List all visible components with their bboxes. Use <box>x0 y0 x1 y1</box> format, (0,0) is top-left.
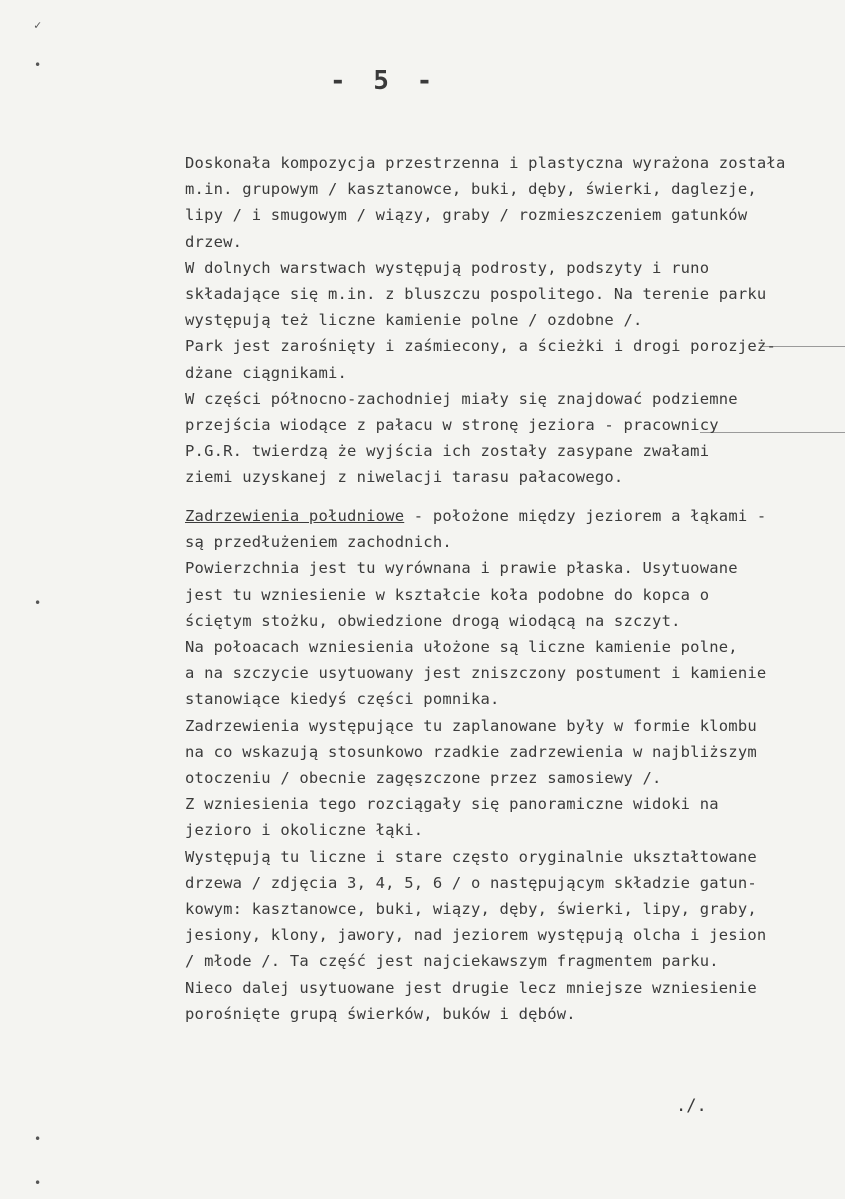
margin-dot-mark: • <box>34 1176 42 1190</box>
text-line: Doskonała kompozycja przestrzenna i plastyczna wyrażona została <box>185 154 786 172</box>
paragraph-section-2 <box>185 503 845 1027</box>
margin-dot-mark: • <box>34 58 42 72</box>
text-line: W części północno-zachodniej miały się znajdować podziemne <box>185 389 738 408</box>
text-line: drzew. <box>185 232 243 251</box>
text-line: lipy / i smugowym / wiązy, graby / rozmieszczeniem gatunków <box>185 206 748 225</box>
text-line: ziemi uzyskanej z niwelacji tarasu pałacowego. <box>185 468 624 487</box>
section-heading-line <box>185 503 845 529</box>
text-line: składające się m.in. z bluszczu pospolitego. Na terenie parku <box>185 285 767 304</box>
text-line: Na połoacach wzniesienia ułożone są liczne kamienie polne, <box>185 638 738 657</box>
text-line: W dolnych warstwach występują podrosty, podszyty i runo <box>185 258 710 277</box>
text-line: jezioro i okoliczne łąki. <box>185 821 424 840</box>
page-number: - 5 - <box>330 66 439 96</box>
section-title-rest: - położone między jeziorem a łąkami - <box>404 507 767 525</box>
text-line: Park jest zarośnięty i zaśmiecony, a ścieżki i drogi porozjeż- <box>185 337 776 356</box>
text-line: P.G.R. twierdzą że wyjścia ich zostały zasypane zwałami <box>185 442 710 461</box>
text-line: Nieco dalej usytuowane jest drugie lecz mniejsze wzniesienie <box>185 978 757 997</box>
text-line: ściętym stożku, obwiedzione drogą wiodącą na szczyt. <box>185 611 681 630</box>
text-line: Z wzniesienia tego rozciągały się panoramiczne widoki na <box>185 795 719 814</box>
margin-dot-mark: • <box>34 1132 42 1146</box>
text-line: Powierzchnia jest tu wyrównana i prawie płaska. Usytuowane <box>185 559 738 578</box>
margin-check-mark: ✓ <box>34 18 42 32</box>
text-line: m.in. grupowym / kasztanowce, buki, dęby, świerki, daglezje, <box>185 180 757 199</box>
text-line: na co wskazują stosunkowo rzadkie zadrzewienia w najbliższym <box>185 742 757 761</box>
text-line: są przedłużeniem zachodnich. <box>185 533 452 552</box>
margin-dot-mark: • <box>34 596 42 610</box>
paragraph-section-1 <box>185 150 845 491</box>
text-line: otoczeniu / obecnie zagęszczone przez samosiewy /. <box>185 769 662 788</box>
text-line: kowym: kasztanowce, buki, wiązy, dęby, świerki, lipy, graby, <box>185 900 757 919</box>
text-line: / młode /. Ta część jest najciekawszym fragmentem parku. <box>185 952 719 971</box>
end-mark: ./. <box>676 1096 707 1116</box>
text-line: Zadrzewienia występujące tu zaplanowane były w formie klombu <box>185 716 757 735</box>
section-title: Zadrzewienia południowe <box>185 507 405 525</box>
text-line: dżane ciągnikami. <box>185 363 348 382</box>
text-line: jesiony, klony, jawory, nad jeziorem występują olcha i jesion <box>185 926 767 945</box>
text-line: występują też liczne kamienie polne / ozdobne /. <box>185 311 643 330</box>
text-line: jest tu wzniesienie w kształcie koła podobne do kopca o <box>185 585 710 604</box>
text-line: przejścia wiodące z pałacu w stronę jeziora - pracownicy <box>185 416 719 435</box>
text-line: stanowiące kiedyś części pomnika. <box>185 690 500 709</box>
text-line: a na szczycie usytuowany jest zniszczony postument i kamienie <box>185 664 767 683</box>
text-line: drzewa / zdjęcia 3, 4, 5, 6 / o następującym składzie gatun- <box>185 873 757 892</box>
text-line: porośnięte grupą świerków, buków i dębów. <box>185 1004 576 1023</box>
text-line: Występują tu liczne i stare często oryginalnie ukształtowane <box>185 847 757 866</box>
